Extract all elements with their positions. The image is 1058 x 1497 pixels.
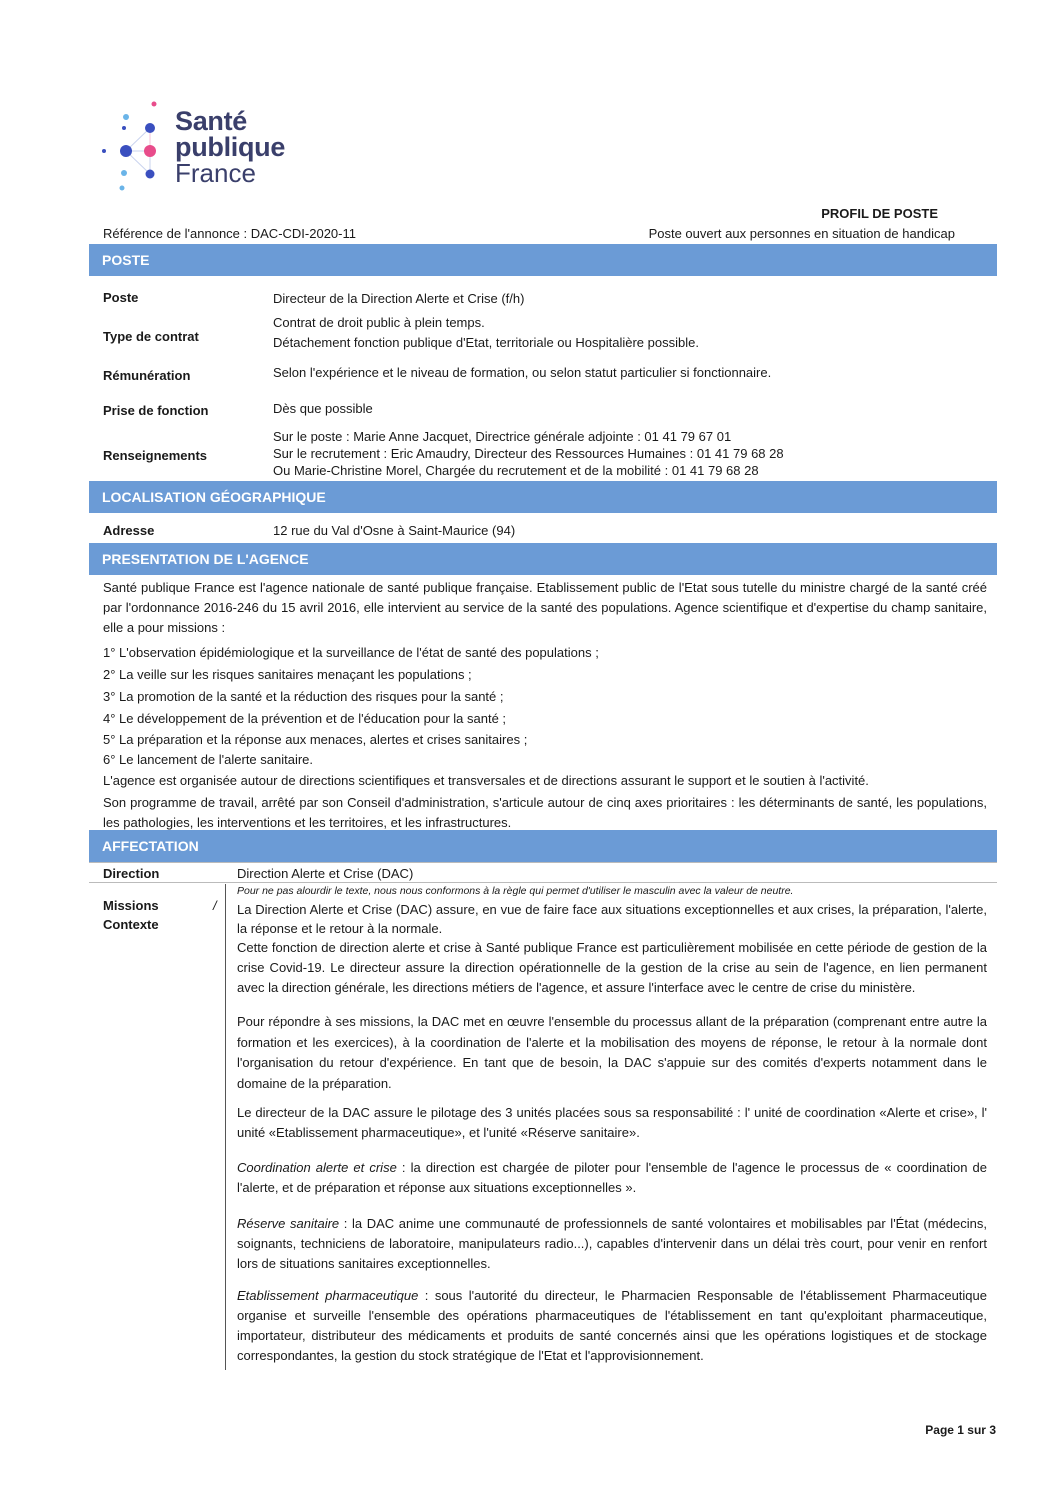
page-number: Page 1 sur 3 bbox=[925, 1423, 996, 1437]
direction-value: Direction Alerte et Crise (DAC) bbox=[237, 866, 414, 881]
contrat-label: Type de contrat bbox=[103, 329, 199, 344]
mission-2: 2° La veille sur les risques sanitaires menaçant les populations ; bbox=[103, 667, 472, 682]
remuneration-label: Rémunération bbox=[103, 368, 191, 383]
neutral-note: Pour ne pas alourdir le texte, nous nous conformons à la règle qui permet d'utiliser le masculin avec la valeur de neutre. bbox=[237, 885, 794, 897]
renseignements-2: Sur le recrutement : Eric Amaudry, Directeur des Ressources Humaines : 01 41 79 68 28 bbox=[273, 446, 784, 461]
presentation-intro: Santé publique France est l'agence nationale de santé publique française. Etablissement public de l'Etat sous tutelle du ministre chargé de la santé créé par l'ordonnance 2016-246 du 15 avril 2016, elle intervient au service de la santé des populations. Agence scientifique et d'expertise du champ sanitaire, elle a pour missions : bbox=[103, 580, 987, 635]
logo bbox=[98, 98, 298, 198]
presentation-organisation: L'agence est organisée autour de directions scientifiques et transversales et de directions assurant le support et le soutien à l'activité. bbox=[103, 773, 869, 788]
section-affectation: AFFECTATION bbox=[89, 830, 997, 862]
row-divider bbox=[89, 882, 997, 883]
p6-text: : la DAC anime une communauté de professionnels de santé volontaires et mobilisables par l'État (médecins, soignants, techniciens de laboratoire, manipulateurs radio...), capables d'intervenir dans un délai très court, pour venir en renfort lors de situations sanitaires exceptionnelles. bbox=[237, 1216, 987, 1271]
missions-slash: / bbox=[213, 898, 217, 913]
contrat-value-1: Contrat de droit public à plein temps. bbox=[273, 315, 485, 330]
poste-value: Directeur de la Direction Alerte et Crise (f/h) bbox=[273, 291, 525, 306]
affectation-p1: La Direction Alerte et Crise (DAC) assure, en vue de faire face aux situations exceptionnelles et aux crises, la préparation, l'alerte, la réponse et le retour à la normale. bbox=[237, 902, 987, 936]
profil-title: PROFIL DE POSTE bbox=[821, 206, 938, 221]
p6-title: Réserve sanitaire bbox=[237, 1216, 340, 1231]
affectation-p7 bbox=[237, 1286, 987, 1366]
logo-text bbox=[175, 108, 285, 186]
p5-title: Coordination alerte et crise bbox=[237, 1160, 397, 1175]
prise-value: Dès que possible bbox=[273, 401, 373, 416]
section-poste: POSTE bbox=[89, 244, 997, 276]
mission-3: 3° La promotion de la santé et la réduction des risques pour la santé ; bbox=[103, 689, 504, 704]
remuneration-value: Selon l'expérience et le niveau de formation, ou selon statut particulier si fonctionnaire. bbox=[273, 365, 772, 380]
row-divider bbox=[89, 862, 997, 863]
affectation-p2: Cette fonction de direction alerte et crise à Santé publique France est particulièrement mobilisée en cette période de gestion de la crise Covid-19. Le directeur assure la direction opérationnelle de la gestion de la crise au sein de l'agence, en lien permanent avec la direction générale, les directions métiers de l'agence, et assure l'interface avec le centre de crise du ministère. bbox=[237, 940, 987, 995]
logo-line-1: Santé bbox=[175, 106, 248, 136]
prise-label: Prise de fonction bbox=[103, 403, 209, 418]
renseignements-3: Ou Marie-Christine Morel, Chargée du recrutement et de la mobilité : 01 41 79 68 28 bbox=[273, 463, 759, 478]
affectation-p6 bbox=[237, 1214, 987, 1274]
logo-molecule-icon bbox=[98, 98, 170, 198]
affectation-p3: Pour répondre à ses missions, la DAC met en œuvre l'ensemble du processus allant de la préparation (comprenant entre autre la formation et les exercices), à la coordination de l'alerte et la mobilisation des moyens de réponse, le retour à la normale dont l'organisation du retour d'expérience. En tant que de besoin, la DAC s'appuie sur des comités d'experts notamment dans le domaine de la préparation. bbox=[237, 1014, 987, 1091]
column-divider bbox=[225, 884, 226, 1370]
mission-6: 6° Le lancement de l'alerte sanitaire. bbox=[103, 752, 314, 767]
renseignements-1: Sur le poste : Marie Anne Jacquet, Directrice générale adjointe : 01 41 79 67 01 bbox=[273, 429, 732, 444]
mission-1: 1° L'observation épidémiologique et la surveillance de l'état de santé des populations ; bbox=[103, 645, 599, 660]
p7-title: Etablissement pharmaceutique bbox=[237, 1288, 419, 1303]
adresse-label: Adresse bbox=[103, 523, 155, 538]
logo-line-3: France bbox=[175, 158, 256, 188]
contrat-value-2: Détachement fonction publique d'Etat, territoriale ou Hospitalière possible. bbox=[273, 335, 699, 350]
section-localisation: LOCALISATION GÉOGRAPHIQUE bbox=[89, 481, 997, 513]
p7-text: : sous l'autorité du directeur, le Pharmacien Responsable de l'établissement Pharmaceutique organise et surveille l'ensemble des opérations pharmaceutiques de l'établissement en tant qu'exploitant pharmaceutique, importateur, distributeur des médicaments et produits de santé concernés ainsi que les opérations logistiques et de stockage correspondantes, la gestion du stock stratégique de l'Etat et l'approvisionnement. bbox=[237, 1288, 987, 1363]
contexte-label: Contexte bbox=[103, 917, 159, 932]
reference: Référence de l'annonce : DAC-CDI-2020-11 bbox=[103, 226, 356, 241]
missions-label: Missions bbox=[103, 898, 159, 913]
direction-label: Direction bbox=[103, 866, 160, 881]
mission-4: 4° Le développement de la prévention et de l'éducation pour la santé ; bbox=[103, 711, 507, 726]
adresse-value: 12 rue du Val d'Osne à Saint-Maurice (94) bbox=[273, 523, 516, 538]
presentation-programme: Son programme de travail, arrêté par son Conseil d'administration, s'articule autour de cinq axes prioritaires : les déterminants de santé, les populations, les pathologies, les interventions et les territoires, et les infrastructures. bbox=[103, 795, 987, 830]
affectation-p4: Le directeur de la DAC assure le pilotage des 3 unités placées sous sa responsabilité : l' unité de coordination «Alerte et crise», l' unité «Etablissement pharmaceutique», et l'unité «Réserve sanitaire». bbox=[237, 1105, 987, 1140]
logo-line-2: publique bbox=[175, 132, 286, 162]
p5-text: : la direction est chargée de piloter pour l'ensemble de l'agence le processus de « coordination de l'alerte, et de préparation et réponse aux situations exceptionnelles ». bbox=[237, 1160, 988, 1195]
renseignements-label: Renseignements bbox=[103, 448, 208, 463]
handicap-note: Poste ouvert aux personnes en situation de handicap bbox=[648, 226, 955, 241]
section-presentation: PRESENTATION DE L'AGENCE bbox=[89, 543, 997, 575]
affectation-p5 bbox=[237, 1158, 987, 1198]
mission-5: 5° La préparation et la réponse aux menaces, alertes et crises sanitaires ; bbox=[103, 732, 528, 747]
poste-label: Poste bbox=[103, 290, 139, 305]
